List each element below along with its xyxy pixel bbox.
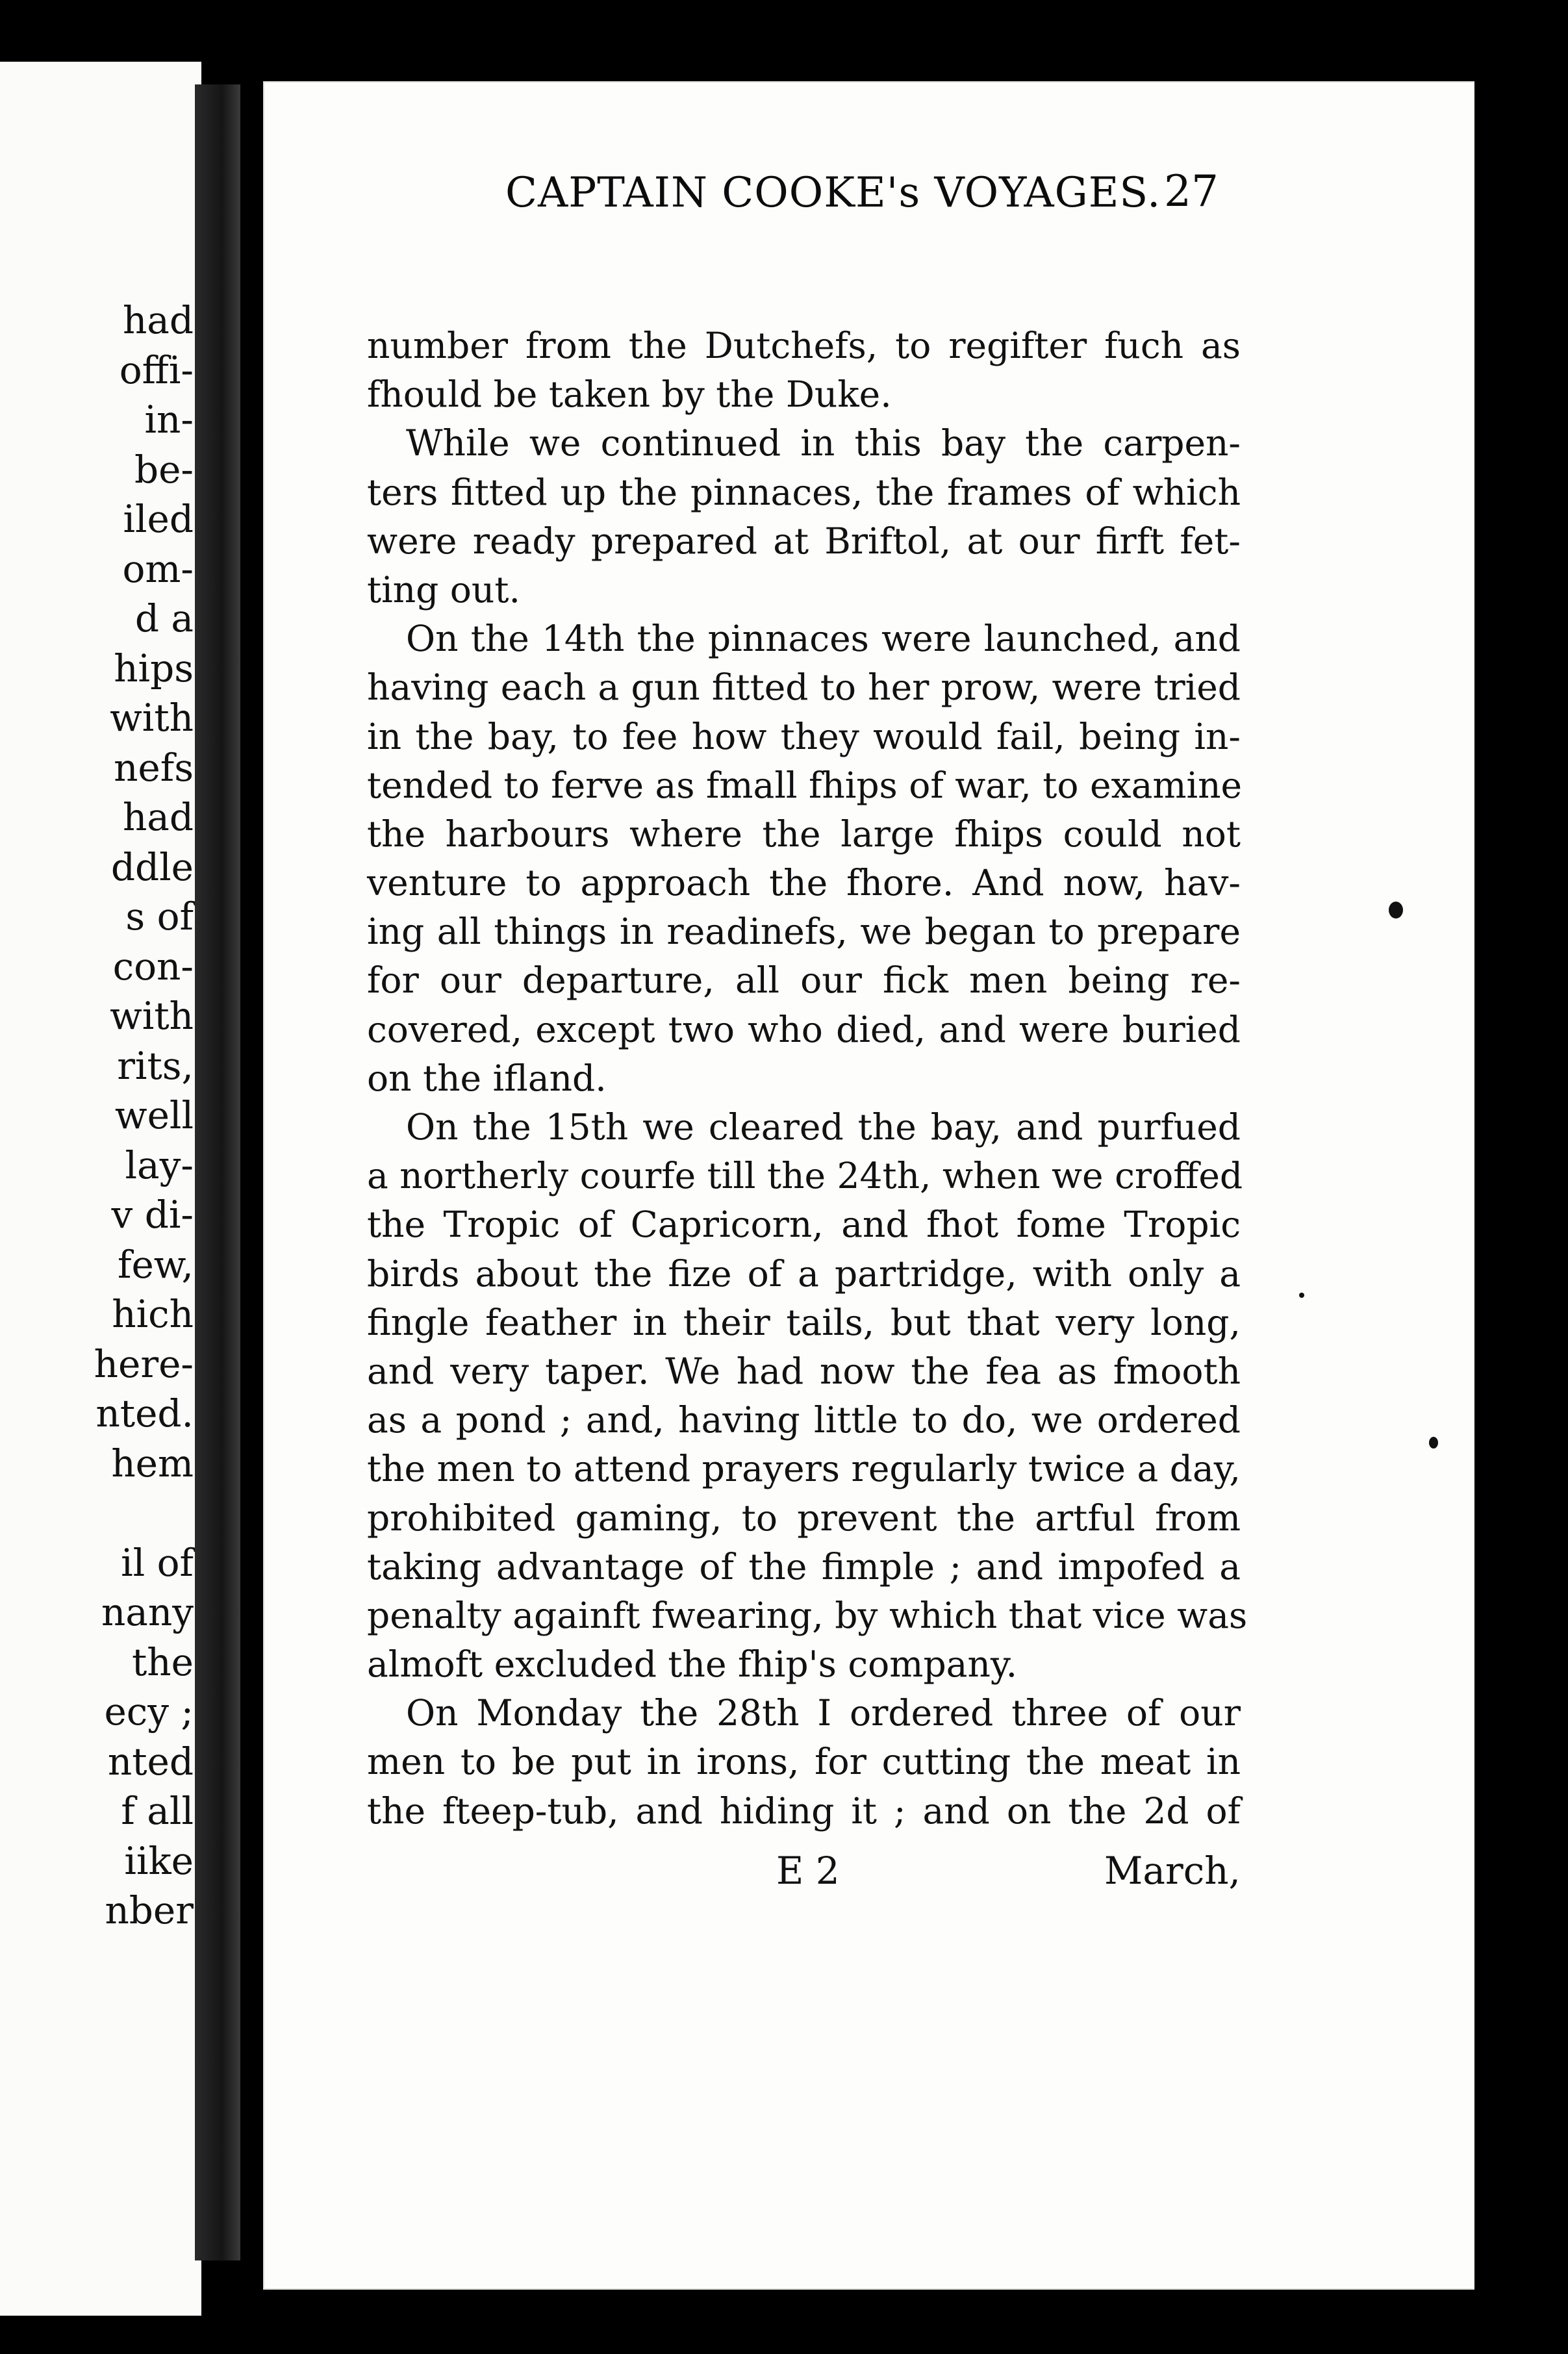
body-text (367, 322, 1248, 1836)
book-gutter-shadow (195, 84, 240, 2260)
previous-page-fragment-line: d a (134, 596, 194, 640)
text-line: fhould be taken by the Duke. (367, 373, 892, 416)
previous-page-fragment-line: with (110, 994, 194, 1038)
previous-page-fragment-line: con- (112, 944, 194, 989)
previous-page-fragment-line: rits, (117, 1043, 194, 1088)
previous-page-fragment-line: had (122, 298, 194, 342)
text-line: On Monday the 28th I ordered three of our (406, 1692, 1241, 1734)
previous-page-fragment-line: offi- (119, 348, 194, 392)
text-line: were ready prepared at Briftol, at our firft fet- (367, 520, 1241, 562)
previous-page-line-fragments (94, 296, 194, 1936)
text-line: on the ifland. (367, 1057, 607, 1099)
previous-page-fragment-line: well (114, 1093, 194, 1137)
previous-page-fragment-line: v di- (111, 1193, 194, 1237)
text-line: almoft excluded the fhip's company. (367, 1643, 1018, 1686)
previous-page-fragment-line: il of (121, 1540, 194, 1585)
text-line: venture to approach the fhore. And now, hav- (367, 862, 1241, 904)
text-line: fingle feather in their tails, but that very long, (367, 1301, 1241, 1343)
previous-page-fragment-line: nted (107, 1739, 194, 1784)
previous-page-fragment-line: f all (121, 1789, 194, 1833)
text-line: On the 15th we cleared the bay, and purfued (406, 1106, 1241, 1148)
text-line: taking advantage of the fimple ; and impofed a (367, 1545, 1241, 1588)
text-line: On the 14th the pinnaces were launched, and (406, 618, 1241, 660)
catchword: March, (1104, 1849, 1241, 1893)
previous-page-fragment-line: nefs (114, 745, 194, 790)
previous-page-fragment-line: the (132, 1639, 194, 1684)
scan-edge (1474, 0, 1568, 2354)
previous-page-fragment (0, 62, 201, 2316)
previous-page-fragment-line: had (122, 795, 194, 839)
ink-speck (1389, 902, 1403, 918)
previous-page-fragment-line: iike (124, 1838, 194, 1883)
text-line: the fteep-tub, and hiding it ; and on the 2d of (367, 1790, 1241, 1832)
page-footer (367, 1849, 1241, 1907)
previous-page-fragment-line: hich (112, 1292, 194, 1336)
ink-speck (1429, 1437, 1438, 1449)
previous-page-fragment-line: ddle (110, 844, 194, 889)
previous-page-fragment-line: be- (134, 447, 194, 492)
previous-page-fragment-line: few, (118, 1242, 194, 1287)
page-number: 27 (1164, 166, 1219, 216)
previous-page-fragment-line: ecy ; (104, 1690, 194, 1734)
text-line: covered, except two who died, and were buried (367, 1008, 1241, 1050)
text-line: for our departure, all our fick men being re- (367, 959, 1241, 1002)
text-line: While we continued in this bay the carpen- (406, 422, 1241, 464)
text-line: a northerly courfe till the 24th, when we croffed (367, 1155, 1243, 1197)
text-line: tended to ferve as fmall fhips of war, to examine (367, 764, 1243, 806)
text-line: men to be put in irons, for cutting the meat in (367, 1741, 1241, 1783)
text-line: having each a gun fitted to her prow, were tried (367, 666, 1241, 709)
signature-mark: E 2 (776, 1849, 840, 1893)
previous-page-fragment-line: here- (94, 1341, 194, 1386)
text-line: number from the Dutchefs, to regifter fuch as (367, 325, 1241, 366)
text-line: and very taper. We had now the fea as fmooth (367, 1350, 1241, 1392)
previous-page-fragment-line (94, 1488, 194, 1538)
running-title: CAPTAIN COOKE's VOYAGES. (505, 169, 1161, 217)
previous-page-fragment-line: nted. (95, 1391, 194, 1436)
text-line: the harbours where the large fhips could not (367, 813, 1241, 855)
text-line: ting out. (367, 568, 520, 611)
previous-page-fragment-line: s of (125, 894, 194, 939)
previous-page-fragment-line: lay- (125, 1143, 194, 1187)
text-line: the men to attend prayers regularly twice a day, (367, 1448, 1241, 1490)
text-line: ters fitted up the pinnaces, the frames of which (367, 471, 1241, 513)
previous-page-fragment-line: hips (114, 646, 194, 690)
previous-page-fragment-line: om- (122, 546, 194, 591)
previous-page-fragment-line: with (110, 696, 194, 740)
text-line: in the bay, to fee how they would fail, being in- (367, 715, 1241, 757)
previous-page-fragment-line: in- (144, 398, 194, 442)
text-line: penalty againft fwearing, by which that vice was (367, 1594, 1248, 1636)
text-line: ing all things in readinefs, we began to prepare (367, 911, 1241, 953)
text-line: as a pond ; and, having little to do, we ordered (367, 1399, 1241, 1441)
previous-page-fragment-line: nany (101, 1590, 194, 1634)
previous-page-fragment-line: hem (111, 1441, 194, 1486)
text-line: the Tropic of Capricorn, and fhot fome Tropic (367, 1204, 1241, 1246)
running-head (505, 166, 1233, 253)
text-line: birds about the fize of a partridge, with only a (367, 1252, 1241, 1295)
text-line: prohibited gaming, to prevent the artful from (367, 1497, 1241, 1539)
previous-page-fragment-line: nber (105, 1888, 194, 1932)
previous-page-fragment-line: iled (123, 497, 194, 541)
ink-speck (1299, 1293, 1304, 1298)
